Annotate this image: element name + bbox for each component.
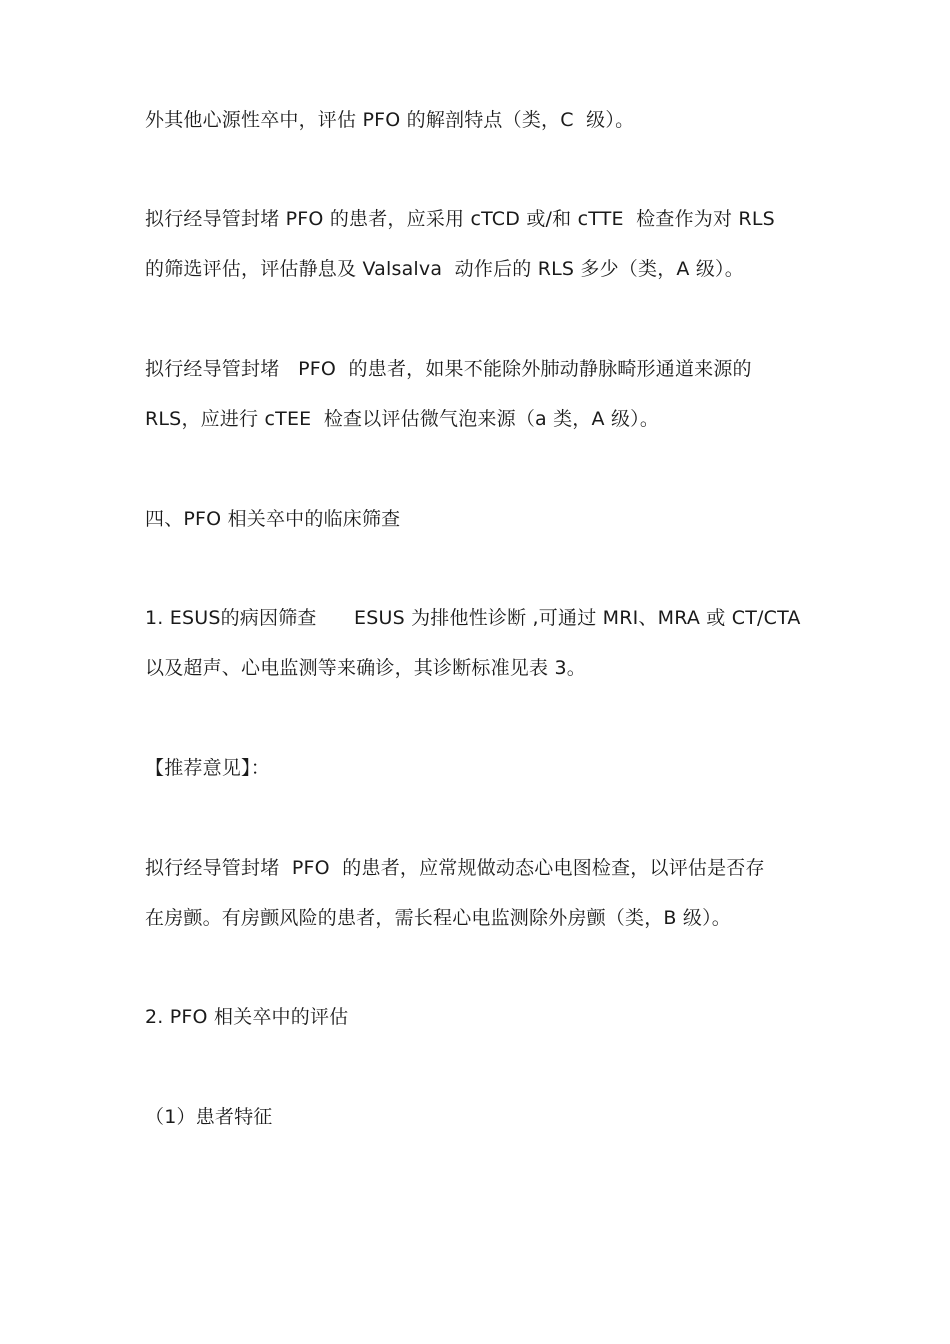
subsection-heading: （1）患者特征: [145, 1106, 273, 1128]
paragraph-line: 拟行经导管封堵 PFO 的患者，应采用 cTCD 或/和 cTTE 检查作为对 RLS: [145, 208, 775, 230]
subsection-heading: 2. PFO 相关卒中的评估: [145, 1006, 349, 1028]
paragraph-line: 外其他心源性卒中，评估 PFO 的解剖特点（类，C 级）。: [145, 109, 635, 131]
paragraph-line: 拟行经导管封堵 PFO 的患者，应常规做动态心电图检查，以评估是否存: [145, 857, 765, 879]
paragraph-line: 1. ESUS的病因筛查 ESUS 为排他性诊断 ,可通过 MRI、MRA 或 CT/CTA: [145, 607, 801, 629]
paragraph-line: RLS，应进行 cTEE 检查以评估微气泡来源（a 类，A 级）。: [145, 408, 660, 430]
paragraph-line: 拟行经导管封堵 PFO 的患者，如果不能除外肺动静脉畸形通道来源的: [145, 358, 752, 380]
paragraph-line: 在房颤。有房颤风险的患者，需长程心电监测除外房颤（类，B 级）。: [145, 907, 731, 929]
recommendation-heading: 【推荐意见】：: [145, 757, 270, 779]
paragraph-line: 以及超声、心电监测等来确诊，其诊断标准见表 3。: [145, 657, 586, 679]
paragraph-line: 的筛选评估，评估静息及 Valsalva 动作后的 RLS 多少（类，A 级）。: [145, 258, 744, 280]
section-heading: 四、PFO 相关卒中的临床筛查: [145, 508, 401, 530]
